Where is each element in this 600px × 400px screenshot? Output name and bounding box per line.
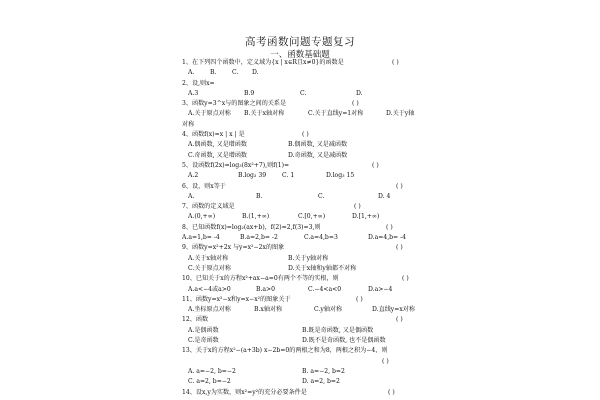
option-b: B.偶函数, 又是减函数	[288, 141, 348, 149]
question-text: 2、设,则x=	[182, 79, 215, 87]
question-text: 14、设x,y为实数，则x²=y²的充分必要条件是	[182, 388, 307, 396]
section-heading: 一、函数基础题	[270, 50, 330, 60]
question-text: 10、已知关于x的方程x²+ax−a=0有两个不等的实根，则	[182, 275, 339, 283]
answer-paren: ( )	[392, 59, 399, 66]
question-4-options-row-1	[182, 140, 438, 150]
answer-paren: ( )	[388, 388, 395, 396]
question-text: 9、函数y=x²+2x 与y=x²−2x的图象	[182, 244, 285, 252]
option-d: D.log₃ 15	[326, 172, 355, 180]
question-3	[182, 99, 438, 109]
question-2	[182, 79, 438, 89]
continued-text: 对称	[182, 120, 195, 128]
option-b: B.	[256, 192, 263, 200]
option-b: B.a>0	[256, 285, 276, 293]
question-7-options	[182, 212, 438, 222]
question-text: 8、已知函数f(x)=log₂(ax+b)，f(2)=2,f(3)=3,则	[182, 223, 321, 231]
option-c: C.奇函数, 又是增函数	[188, 151, 248, 159]
answer-paren: ( )	[356, 295, 363, 303]
option-d: D.既不是奇函数, 也不是偶函数	[302, 337, 386, 345]
option-a: A.	[188, 69, 195, 77]
question-3-options	[182, 109, 438, 119]
question-text: 11、函数y=x²−x和y=x−x²的图象关于	[182, 295, 291, 303]
option-c: C.	[300, 89, 307, 97]
question-8	[182, 223, 438, 233]
question-11	[182, 295, 438, 305]
option-a: A.偶函数, 又是增函数	[188, 141, 247, 149]
option-b: B.log₃ 39	[238, 172, 267, 180]
option-c: C.	[318, 192, 325, 200]
option-b: B. a=−2, b=2	[302, 367, 345, 375]
question-9-options-row-2	[182, 264, 438, 274]
option-c: C.是奇函数	[188, 337, 219, 345]
option-c: C.	[232, 69, 239, 77]
question-text: 5、设函数f(2x)=log₃(8x²+7),则f(1)=	[182, 161, 290, 169]
question-text: 12、函数	[182, 316, 209, 324]
answer-paren: ( )	[402, 275, 409, 283]
option-a: A.关于原点对称	[188, 110, 231, 118]
question-13-options-row-2	[182, 377, 438, 387]
answer-paren: ( )	[386, 223, 393, 231]
answer-paren: ( )	[352, 100, 359, 108]
question-10-options	[182, 285, 438, 295]
option-d: D.a=4,b= -4	[368, 234, 407, 242]
option-c: C. a=2, b=−2	[188, 378, 231, 386]
option-a: A. a=−2, b=−2	[188, 367, 236, 375]
question-2-options	[182, 89, 438, 99]
question-13	[182, 346, 438, 356]
question-text: 3、函数y=3^x与的图象之间的关系是	[182, 100, 287, 108]
option-c: C.关于原点对称	[188, 264, 231, 272]
question-9	[182, 243, 438, 253]
option-b: B.关于x轴对称	[244, 110, 285, 118]
question-13-paren-row	[182, 357, 438, 367]
question-4	[182, 130, 438, 140]
question-12-options-row-1	[182, 326, 438, 336]
option-b: B.	[210, 69, 217, 77]
option-c: C. 1	[282, 172, 295, 180]
option-a: A.是偶函数	[188, 326, 219, 334]
question-10	[182, 274, 438, 284]
option-c: C.[0,+∞)	[298, 213, 326, 221]
option-d: D.[1,+∞)	[352, 213, 380, 221]
question-14	[182, 388, 438, 398]
option-c: C.a=4,b=3	[304, 234, 338, 242]
question-12-options-row-2	[182, 336, 438, 346]
question-12	[182, 315, 438, 325]
option-a: A.3	[188, 89, 199, 97]
answer-paren: ( )	[396, 244, 403, 252]
question-text: 1、在下列四个函数中，定义域为{x | x∈R且x≠0}的函数是	[182, 59, 344, 66]
question-1	[182, 58, 438, 68]
option-d: D.关于x轴和y轴都不对称	[288, 264, 357, 272]
question-9-options-row-1	[182, 254, 438, 264]
question-text: 4、函数f(x)=x | x | 是	[182, 131, 245, 139]
option-a: A.(0,+∞)	[188, 213, 216, 221]
question-4-options-row-2	[182, 151, 438, 161]
answer-paren: ( )	[354, 203, 361, 211]
answer-paren: ( )	[396, 182, 403, 190]
question-5-options	[182, 171, 438, 181]
option-b: B.a=2,b= -2	[240, 234, 278, 242]
question-text: 13、关于x的方程x²−(a+3b) x−2b=0的两根之和为8，两根之积为−4，则	[182, 347, 388, 355]
answer-paren: ( )	[396, 316, 403, 324]
option-d: D. a=2, b=2	[302, 378, 340, 386]
question-13-options-row-1	[182, 367, 438, 377]
option-d: D.a>−4	[368, 285, 393, 293]
document-title: 高考函数问题专题复习	[245, 36, 355, 48]
option-d: D.关于y轴	[386, 110, 415, 118]
option-a: A.坐标原点对称	[188, 306, 231, 314]
question-7	[182, 202, 438, 212]
question-1-options	[182, 68, 438, 78]
question-8-options	[182, 233, 438, 243]
option-a: A.	[188, 192, 195, 200]
option-b: B.关于y轴对称	[288, 254, 329, 262]
option-b: B.(1,+∞)	[242, 213, 270, 221]
option-b: B.9	[244, 89, 255, 97]
option-d: D.	[356, 89, 363, 97]
question-text: 7、函数的定义域是	[182, 203, 235, 211]
option-d: D.奇函数, 又是减函数	[288, 151, 348, 159]
question-6	[182, 182, 438, 192]
option-b: B.既是奇函数, 又是偶函数	[302, 326, 374, 334]
question-text: 6、设，则x等于	[182, 182, 226, 190]
question-6-options	[182, 192, 438, 202]
option-c: C.−4<a<0	[308, 285, 342, 293]
option-d: D.直线y=x对称	[372, 306, 415, 314]
option-a: A.关于x轴对称	[188, 254, 229, 262]
question-11-options	[182, 305, 438, 315]
answer-paren: ( )	[302, 131, 309, 139]
option-a: A.a=1,b= -4	[182, 234, 220, 242]
answer-paren: ( )	[382, 357, 389, 365]
option-c: C.y轴对称	[314, 306, 343, 314]
option-d: D. 4	[378, 192, 391, 200]
question-list	[182, 58, 438, 398]
answer-paren: ( )	[372, 161, 379, 169]
option-c: C.关于直线y=1对称	[308, 110, 364, 118]
option-b: B.x轴对称	[254, 306, 283, 314]
option-a: A.2	[188, 172, 199, 180]
option-a: A.a<−4或a>0	[188, 285, 231, 293]
question-5	[182, 161, 438, 171]
option-d: D.	[252, 69, 259, 77]
question-3-continued	[182, 120, 438, 130]
